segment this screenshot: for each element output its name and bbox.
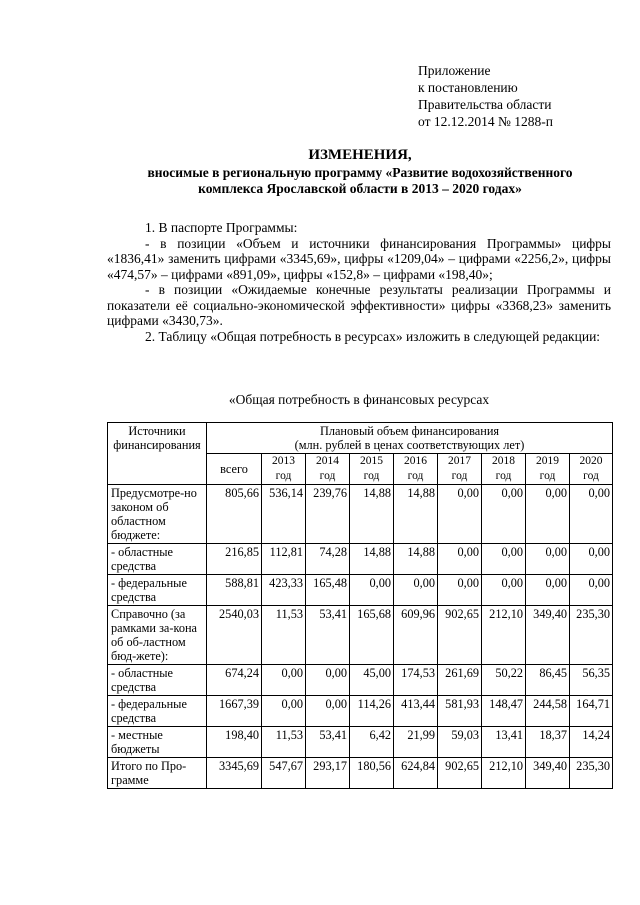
cell-value: 413,44 <box>394 696 438 727</box>
header-plan <box>207 423 613 454</box>
cell-value: 0,00 <box>570 575 613 606</box>
header-year: 2018 <box>482 454 526 470</box>
paragraph-1: 1. В паспорте Программы: <box>145 220 298 235</box>
cell-value: 235,30 <box>570 606 613 665</box>
cell-value: 18,37 <box>526 727 570 758</box>
table-title: «Общая потребность в финансовых ресурсах <box>228 392 490 407</box>
appendix-line-2: к постановлению <box>418 80 518 95</box>
header-year: 2020 <box>570 454 613 470</box>
table-row <box>108 606 613 665</box>
header-total: всего <box>207 454 262 485</box>
cell-value: 14,88 <box>350 544 394 575</box>
cell-value: 0,00 <box>482 575 526 606</box>
cell-value: 14,88 <box>350 485 394 544</box>
cell-total: 805,66 <box>207 485 262 544</box>
header-year-unit: год <box>570 469 613 485</box>
header-year: 2016 <box>394 454 438 470</box>
cell-value: 244,58 <box>526 696 570 727</box>
cell-value: 349,40 <box>526 606 570 665</box>
appendix-line-3: Правительства области <box>418 97 552 112</box>
cell-value: 293,17 <box>306 758 350 789</box>
header-plan-title: Плановый объем финансирования <box>319 424 500 438</box>
row-label: - федеральные средства <box>108 575 207 606</box>
cell-value: 0,00 <box>394 575 438 606</box>
cell-value: 902,65 <box>438 758 482 789</box>
cell-value: 261,69 <box>438 665 482 696</box>
cell-value: 0,00 <box>438 575 482 606</box>
cell-value: 902,65 <box>438 606 482 665</box>
cell-value: 14,88 <box>394 544 438 575</box>
header-year: 2015 <box>350 454 394 470</box>
cell-value: 53,41 <box>306 606 350 665</box>
header-year-unit: год <box>526 469 570 485</box>
row-label: - местные бюджеты <box>108 727 207 758</box>
row-label: Справочно (за рамками за-кона об об-ластном бюд-жете): <box>108 606 207 665</box>
header-year-unit: год <box>350 469 394 485</box>
cell-value: 0,00 <box>350 575 394 606</box>
cell-value: 180,56 <box>350 758 394 789</box>
cell-value: 423,33 <box>262 575 306 606</box>
cell-total: 216,85 <box>207 544 262 575</box>
table-row <box>108 727 613 758</box>
cell-value: 53,41 <box>306 727 350 758</box>
appendix-line-4: от 12.12.2014 № 1288-п <box>418 114 553 129</box>
row-label: - федеральные средства <box>108 696 207 727</box>
table-row <box>108 696 613 727</box>
cell-value: 59,03 <box>438 727 482 758</box>
cell-value: 349,40 <box>526 758 570 789</box>
table-row <box>108 758 613 789</box>
row-label: Предусмотре-но законом об областном бюджете: <box>108 485 207 544</box>
document-title <box>96 146 624 197</box>
cell-value: 547,67 <box>262 758 306 789</box>
table-row <box>108 665 613 696</box>
cell-value: 86,45 <box>526 665 570 696</box>
table-row <box>108 575 613 606</box>
cell-value: 212,10 <box>482 758 526 789</box>
document-body <box>107 220 611 344</box>
cell-value: 50,22 <box>482 665 526 696</box>
header-year-unit: год <box>482 469 526 485</box>
row-label: - областные средства <box>108 665 207 696</box>
cell-value: 0,00 <box>570 544 613 575</box>
appendix-line-1: Приложение <box>418 63 491 78</box>
title-line-3: комплекса Ярославской области в 2013 – 2020 годах» <box>198 181 522 196</box>
cell-total: 2540,03 <box>207 606 262 665</box>
cell-value: 624,84 <box>394 758 438 789</box>
row-label: Итого по Про-грамме <box>108 758 207 789</box>
cell-total: 198,40 <box>207 727 262 758</box>
cell-value: 239,76 <box>306 485 350 544</box>
cell-value: 165,68 <box>350 606 394 665</box>
cell-total: 674,24 <box>207 665 262 696</box>
cell-value: 0,00 <box>570 485 613 544</box>
cell-value: 174,53 <box>394 665 438 696</box>
cell-value: 56,35 <box>570 665 613 696</box>
cell-value: 45,00 <box>350 665 394 696</box>
cell-value: 235,30 <box>570 758 613 789</box>
header-source: Источники финансирования <box>108 423 207 485</box>
cell-value: 11,53 <box>262 606 306 665</box>
cell-value: 0,00 <box>306 665 350 696</box>
cell-value: 609,96 <box>394 606 438 665</box>
cell-value: 536,14 <box>262 485 306 544</box>
cell-value: 0,00 <box>262 665 306 696</box>
paragraph-4: 2. Таблицу «Общая потребность в ресурсах» изложить в следующей редакции: <box>145 328 601 344</box>
cell-value: 165,48 <box>306 575 350 606</box>
header-plan-subtitle: (млн. рублей в ценах соответствующих лет) <box>294 438 525 452</box>
cell-value: 164,71 <box>570 696 613 727</box>
header-year: 2014 <box>306 454 350 470</box>
cell-total: 3345,69 <box>207 758 262 789</box>
title-line-1: ИЗМЕНЕНИЯ, <box>308 147 412 163</box>
header-year-unit: год <box>262 469 306 485</box>
cell-value: 0,00 <box>482 544 526 575</box>
header-year: 2019 <box>526 454 570 470</box>
finance-table <box>107 422 613 789</box>
header-year-unit: год <box>394 469 438 485</box>
cell-value: 21,99 <box>394 727 438 758</box>
cell-value: 14,24 <box>570 727 613 758</box>
cell-value: 74,28 <box>306 544 350 575</box>
cell-value: 0,00 <box>306 696 350 727</box>
cell-value: 212,10 <box>482 606 526 665</box>
header-year-unit: год <box>306 469 350 485</box>
cell-value: 0,00 <box>526 575 570 606</box>
cell-value: 6,42 <box>350 727 394 758</box>
title-line-2: вносимые в региональную программу «Развитие водохозяйственного <box>147 165 573 180</box>
cell-value: 14,88 <box>394 485 438 544</box>
cell-value: 0,00 <box>526 485 570 544</box>
table-row <box>108 485 613 544</box>
cell-total: 588,81 <box>207 575 262 606</box>
cell-total: 1667,39 <box>207 696 262 727</box>
cell-value: 0,00 <box>438 544 482 575</box>
cell-value: 0,00 <box>438 485 482 544</box>
cell-value: 13,41 <box>482 727 526 758</box>
paragraph-3: - в позиции «Ожидаемые конечные результаты реализации Программы и показатели её социально-экономической эффективности» цифры «3368,23» заменить цифрами «3430,73». <box>107 282 611 328</box>
cell-value: 148,47 <box>482 696 526 727</box>
cell-value: 0,00 <box>482 485 526 544</box>
table-row <box>108 544 613 575</box>
cell-value: 112,81 <box>262 544 306 575</box>
cell-value: 11,53 <box>262 727 306 758</box>
cell-value: 0,00 <box>262 696 306 727</box>
cell-value: 581,93 <box>438 696 482 727</box>
appendix-block <box>418 62 553 130</box>
cell-value: 114,26 <box>350 696 394 727</box>
header-year: 2017 <box>438 454 482 470</box>
cell-value: 0,00 <box>526 544 570 575</box>
paragraph-2: - в позиции «Объем и источники финансирования Программы» цифры «1836,41» заменить цифрами «3345,69», цифры «1209,04» – цифрами «2256,2», цифры «474,57» – цифрами «891,09», цифры «152,8» – цифрами «198,40»; <box>107 235 611 282</box>
header-year-unit: год <box>438 469 482 485</box>
header-year: 2013 <box>262 454 306 470</box>
row-label: - областные средства <box>108 544 207 575</box>
